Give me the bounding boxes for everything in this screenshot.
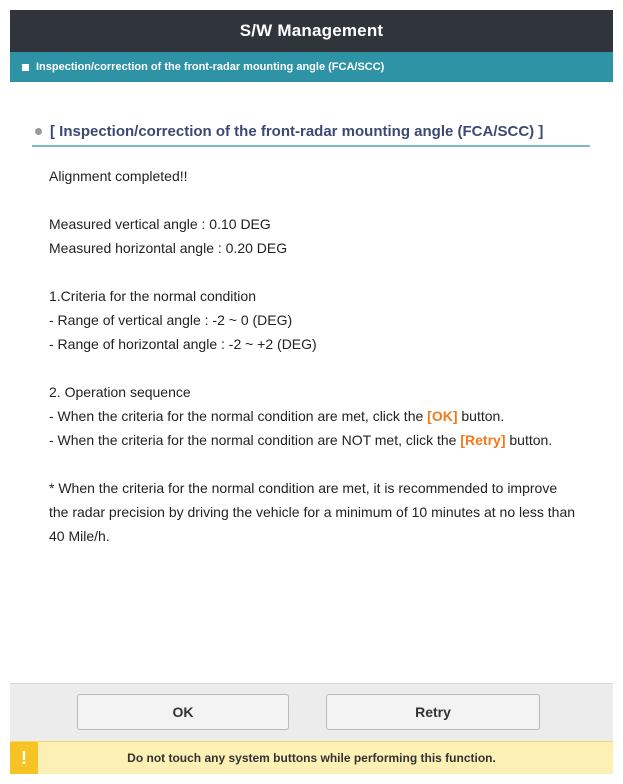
retry-highlight: [Retry] bbox=[460, 432, 506, 448]
window-title-bar bbox=[10, 10, 613, 52]
sequence-step-ok bbox=[49, 404, 579, 428]
measured-vertical-angle: Measured vertical angle : 0.10 DEG bbox=[49, 216, 271, 232]
measured-horizontal-angle: Measured horizontal angle : 0.20 DEG bbox=[49, 240, 288, 256]
section-heading bbox=[32, 117, 590, 147]
sequence-title: 2. Operation sequence bbox=[49, 384, 191, 400]
ok-button[interactable]: OK bbox=[77, 694, 289, 730]
retry-button[interactable]: Retry bbox=[326, 694, 540, 730]
sequence-step-ok-text-after: button. bbox=[457, 408, 505, 424]
bullet-dot-icon bbox=[35, 128, 42, 135]
criteria-vertical-range: - Range of vertical angle : -2 ~ 0 (DEG) bbox=[49, 312, 293, 328]
warning-text: Do not touch any system buttons while performing this function. bbox=[127, 751, 496, 765]
criteria-horizontal-range: - Range of horizontal angle : -2 ~ +2 (DEG) bbox=[49, 336, 317, 352]
message-body bbox=[49, 164, 579, 548]
content-panel bbox=[10, 82, 613, 683]
subheader-title: Inspection/correction of the front-radar mounting angle (FCA/SCC) bbox=[36, 61, 385, 73]
window-title: S/W Management bbox=[239, 21, 384, 40]
sequence-step-retry-text-before: - When the criteria for the normal condition are NOT met, click the bbox=[49, 432, 461, 448]
warning-bar bbox=[10, 741, 613, 774]
square-bullet-icon bbox=[22, 64, 29, 71]
recommendation-note: * When the criteria for the normal condition are met, it is recommended to improve the radar precision by driving the vehicle for a minimum of 10 minutes at no less than 40 Mile/h. bbox=[49, 480, 576, 544]
sequence-step-ok-text-before: - When the criteria for the normal condition are met, click the bbox=[49, 408, 428, 424]
ok-highlight: [OK] bbox=[427, 408, 458, 424]
sequence-step-retry bbox=[49, 428, 579, 452]
button-area bbox=[10, 683, 613, 742]
section-heading-text: [ Inspection/correction of the front-radar mounting angle (FCA/SCC) ] bbox=[50, 122, 544, 140]
subheader-bar bbox=[10, 52, 613, 82]
sequence-step-retry-text-after: button. bbox=[505, 432, 553, 448]
warning-icon: ! bbox=[10, 742, 38, 774]
status-text: Alignment completed!! bbox=[49, 168, 188, 184]
criteria-title: 1.Criteria for the normal condition bbox=[49, 288, 256, 304]
